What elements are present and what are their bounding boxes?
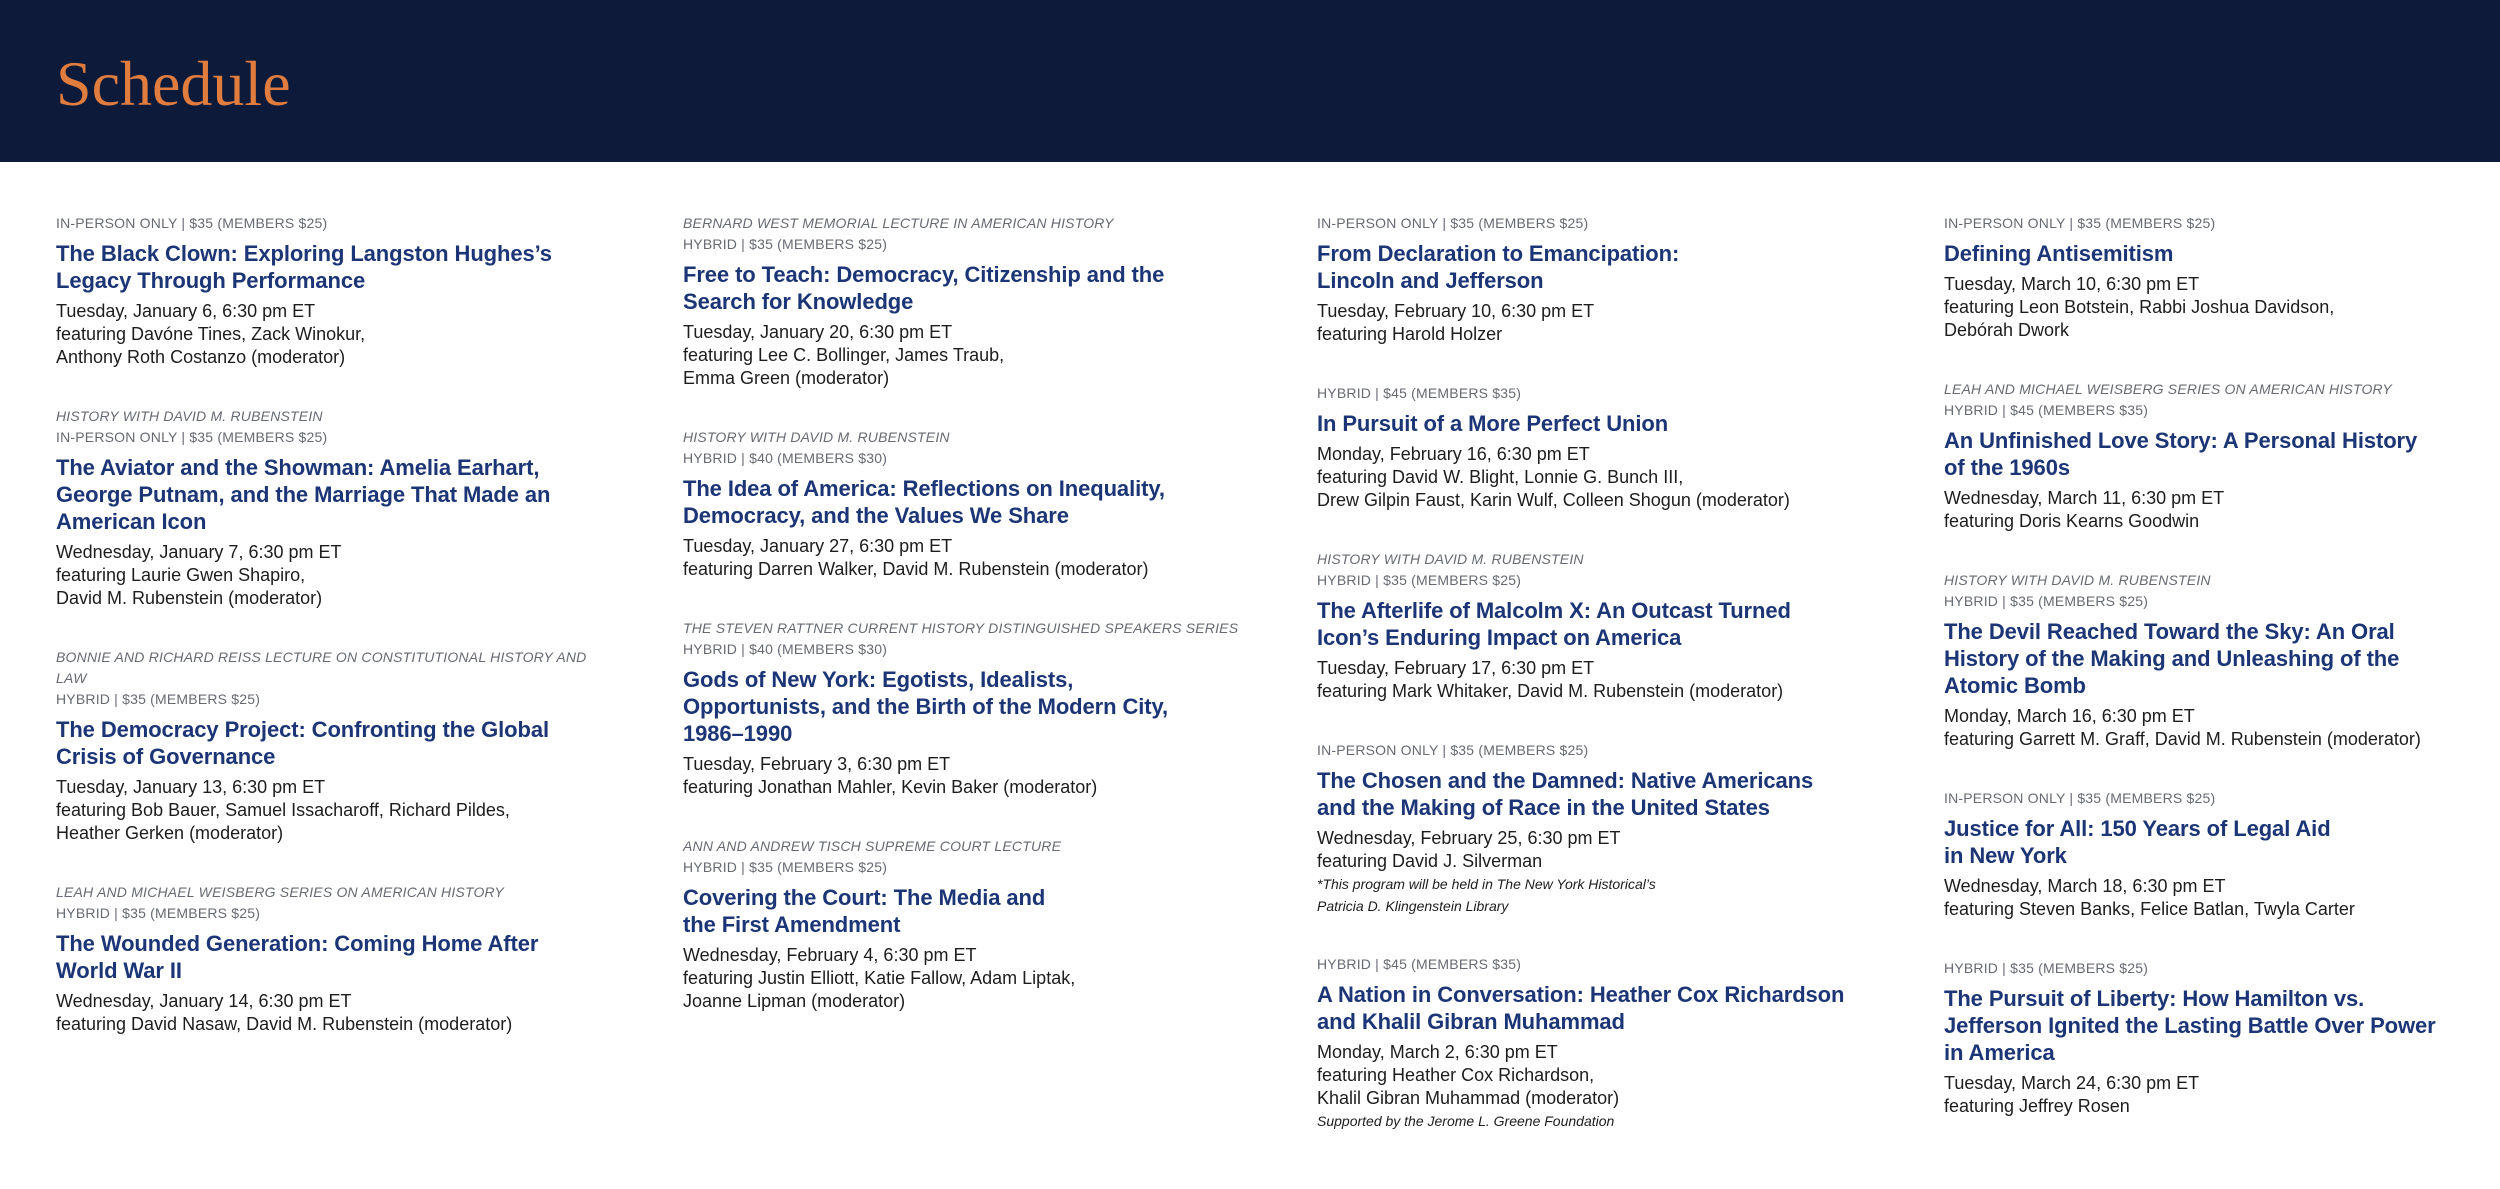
event-price: IN-PERSON ONLY | $35 (MEMBERS $25) xyxy=(1317,742,1589,758)
event-date: Wednesday, March 18, 6:30 pm ET xyxy=(1944,876,2226,896)
event-featuring: featuring Jonathan Mahler, Kevin Baker (moderator) xyxy=(683,777,1098,797)
event-title: The Democracy Project: Confronting the Global Crisis of Governance xyxy=(56,717,550,769)
event-price: HYBRID | $35 (MEMBERS $25) xyxy=(1944,593,2149,609)
event-price: HYBRID | $35 (MEMBERS $25) xyxy=(56,905,261,921)
event-price: HYBRID | $45 (MEMBERS $35) xyxy=(1317,956,1522,972)
event-date: Tuesday, February 17, 6:30 pm ET xyxy=(1317,658,1595,678)
event-featuring: featuring Steven Banks, Felice Batlan, Twyla Carter xyxy=(1944,899,2355,919)
event-item xyxy=(56,882,616,1036)
event-item xyxy=(56,647,616,845)
event-date: Monday, February 16, 6:30 pm ET xyxy=(1317,444,1590,464)
event-price: IN-PERSON ONLY | $35 (MEMBERS $25) xyxy=(56,429,328,445)
event-price: HYBRID | $35 (MEMBERS $25) xyxy=(683,236,888,252)
event-featuring: featuring Harold Holzer xyxy=(1317,324,1503,344)
event-series: ANN AND ANDREW TISCH SUPREME COURT LECTURE xyxy=(683,838,1062,854)
event-date: Wednesday, January 7, 6:30 pm ET xyxy=(56,542,342,562)
event-title: Gods of New York: Egotists, Idealists, Opportunists, and the Birth of the Modern City, 1986–1990 xyxy=(683,667,1168,746)
event-item xyxy=(1944,958,2484,1118)
event-featuring: featuring David J. Silverman xyxy=(1317,851,1543,871)
schedule-column-1 xyxy=(56,213,616,1073)
event-series: LEAH AND MICHAEL WEISBERG SERIES ON AMERICAN HISTORY xyxy=(1944,381,2392,397)
event-featuring: featuring Darren Walker, David M. Rubenstein (moderator) xyxy=(683,559,1149,579)
event-date: Wednesday, January 14, 6:30 pm ET xyxy=(56,991,352,1011)
event-price: HYBRID | $35 (MEMBERS $25) xyxy=(1944,960,2149,976)
event-price: IN-PERSON ONLY | $35 (MEMBERS $25) xyxy=(1317,215,1589,231)
event-featuring: featuring Jeffrey Rosen xyxy=(1944,1096,2130,1116)
event-featuring: featuring David Nasaw, David M. Rubenstein (moderator) xyxy=(56,1014,513,1034)
event-title: A Nation in Conversation: Heather Cox Richardson and Khalil Gibran Muhammad xyxy=(1317,982,1845,1034)
event-item xyxy=(1317,740,1917,917)
event-title: Covering the Court: The Media and the First Amendment xyxy=(683,885,1046,937)
event-featuring: featuring Laurie Gwen Shapiro, David M. Rubenstein (moderator) xyxy=(56,565,323,608)
event-date: Tuesday, January 13, 6:30 pm ET xyxy=(56,777,326,797)
event-featuring: featuring David W. Blight, Lonnie G. Bunch III, Drew Gilpin Faust, Karin Wulf, Colleen Shogun (moderator) xyxy=(1317,467,1790,510)
event-price: HYBRID | $35 (MEMBERS $25) xyxy=(56,691,261,707)
event-date: Monday, March 16, 6:30 pm ET xyxy=(1944,706,2195,726)
event-series: HISTORY WITH DAVID M. RUBENSTEIN xyxy=(683,429,950,445)
event-date: Wednesday, March 11, 6:30 pm ET xyxy=(1944,488,2225,508)
event-date: Tuesday, March 24, 6:30 pm ET xyxy=(1944,1073,2200,1093)
event-title: The Idea of America: Reflections on Inequality, Democracy, and the Values We Share xyxy=(683,476,1165,528)
event-featuring: featuring Doris Kearns Goodwin xyxy=(1944,511,2200,531)
event-title: The Devil Reached Toward the Sky: An Oral History of the Making and Unleashing of the Atomic Bomb xyxy=(1944,619,2400,698)
event-price: IN-PERSON ONLY | $35 (MEMBERS $25) xyxy=(56,215,328,231)
event-featuring: featuring Lee C. Bollinger, James Traub, Emma Green (moderator) xyxy=(683,345,1005,388)
event-item xyxy=(683,427,1303,581)
event-series: BERNARD WEST MEMORIAL LECTURE IN AMERICAN HISTORY xyxy=(683,215,1114,231)
event-price: HYBRID | $40 (MEMBERS $30) xyxy=(683,641,888,657)
event-price: HYBRID | $45 (MEMBERS $35) xyxy=(1944,402,2149,418)
event-date: Tuesday, January 6, 6:30 pm ET xyxy=(56,301,316,321)
event-date: Wednesday, February 25, 6:30 pm ET xyxy=(1317,828,1621,848)
event-featuring: featuring Garrett M. Graff, David M. Rubenstein (moderator) xyxy=(1944,729,2421,749)
event-series: HISTORY WITH DAVID M. RUBENSTEIN xyxy=(1944,572,2211,588)
event-date: Tuesday, January 27, 6:30 pm ET xyxy=(683,536,953,556)
event-series: THE STEVEN RATTNER CURRENT HISTORY DISTINGUISHED SPEAKERS SERIES xyxy=(683,620,1239,636)
event-price: HYBRID | $35 (MEMBERS $25) xyxy=(683,859,888,875)
event-title: The Aviator and the Showman: Amelia Earhart, George Putnam, and the Marriage That Made an American Icon xyxy=(56,455,551,534)
event-title: Defining Antisemitism xyxy=(1944,241,2174,266)
event-item xyxy=(56,406,616,610)
event-item xyxy=(1317,383,1917,512)
event-item xyxy=(1317,954,1917,1132)
event-price: HYBRID | $35 (MEMBERS $25) xyxy=(1317,572,1522,588)
event-series: BONNIE AND RICHARD REISS LECTURE ON CONSTITUTIONAL HISTORY AND LAW xyxy=(56,649,587,686)
event-date: Monday, March 2, 6:30 pm ET xyxy=(1317,1042,1558,1062)
event-note: *This program will be held in The New York Historical’s Patricia D. Klingenstein Library xyxy=(1317,876,1656,914)
event-item xyxy=(1317,549,1917,703)
event-price: HYBRID | $45 (MEMBERS $35) xyxy=(1317,385,1522,401)
schedule-column-3 xyxy=(1317,213,1917,1169)
event-featuring: featuring Bob Bauer, Samuel Issacharoff, Richard Pildes, Heather Gerken (moderator) xyxy=(56,800,510,843)
event-item xyxy=(683,618,1303,799)
event-date: Tuesday, February 3, 6:30 pm ET xyxy=(683,754,951,774)
event-featuring: featuring Davóne Tines, Zack Winokur, Anthony Roth Costanzo (moderator) xyxy=(56,324,366,367)
event-series: HISTORY WITH DAVID M. RUBENSTEIN xyxy=(1317,551,1584,567)
event-title: The Black Clown: Exploring Langston Hughes’s Legacy Through Performance xyxy=(56,241,552,293)
event-title: In Pursuit of a More Perfect Union xyxy=(1317,411,1669,436)
event-title: The Chosen and the Damned: Native Americans and the Making of Race in the United States xyxy=(1317,768,1814,820)
event-title: From Declaration to Emancipation: Lincoln and Jefferson xyxy=(1317,241,1680,293)
event-supported: Supported by the Jerome L. Greene Foundation xyxy=(1317,1113,1615,1129)
event-item xyxy=(683,213,1303,390)
event-title: An Unfinished Love Story: A Personal History of the 1960s xyxy=(1944,428,2418,480)
event-featuring: featuring Mark Whitaker, David M. Rubenstein (moderator) xyxy=(1317,681,1784,701)
schedule-column-2 xyxy=(683,213,1303,1050)
event-series: HISTORY WITH DAVID M. RUBENSTEIN xyxy=(56,408,323,424)
event-title: Justice for All: 150 Years of Legal Aid in New York xyxy=(1944,816,2331,868)
event-title: The Wounded Generation: Coming Home After World War II xyxy=(56,931,539,983)
event-series: LEAH AND MICHAEL WEISBERG SERIES ON AMERICAN HISTORY xyxy=(56,884,504,900)
event-price: HYBRID | $40 (MEMBERS $30) xyxy=(683,450,888,466)
event-title: Free to Teach: Democracy, Citizenship and the Search for Knowledge xyxy=(683,262,1165,314)
event-date: Tuesday, March 10, 6:30 pm ET xyxy=(1944,274,2200,294)
header-bar xyxy=(0,0,2500,162)
event-price: IN-PERSON ONLY | $35 (MEMBERS $25) xyxy=(1944,215,2216,231)
event-featuring: featuring Justin Elliott, Katie Fallow, Adam Liptak, Joanne Lipman (moderator) xyxy=(683,968,1076,1011)
event-date: Wednesday, February 4, 6:30 pm ET xyxy=(683,945,977,965)
event-date: Tuesday, January 20, 6:30 pm ET xyxy=(683,322,953,342)
event-item xyxy=(1944,788,2484,921)
event-item xyxy=(1944,379,2484,533)
event-date: Tuesday, February 10, 6:30 pm ET xyxy=(1317,301,1595,321)
event-item xyxy=(56,213,616,369)
page-title: Schedule xyxy=(56,48,291,119)
event-item xyxy=(1317,213,1917,346)
event-featuring: featuring Heather Cox Richardson, Khalil Gibran Muhammad (moderator) xyxy=(1317,1065,1620,1108)
event-item xyxy=(1944,213,2484,342)
schedule-column-4 xyxy=(1944,213,2484,1155)
event-price: IN-PERSON ONLY | $35 (MEMBERS $25) xyxy=(1944,790,2216,806)
event-title: The Afterlife of Malcolm X: An Outcast Turned Icon’s Enduring Impact on America xyxy=(1317,598,1791,650)
event-item xyxy=(1944,570,2484,751)
event-featuring: featuring Leon Botstein, Rabbi Joshua Davidson, Debórah Dwork xyxy=(1944,297,2335,340)
event-title: The Pursuit of Liberty: How Hamilton vs. Jefferson Ignited the Lasting Battle Over Power in America xyxy=(1944,986,2436,1065)
event-item xyxy=(683,836,1303,1013)
